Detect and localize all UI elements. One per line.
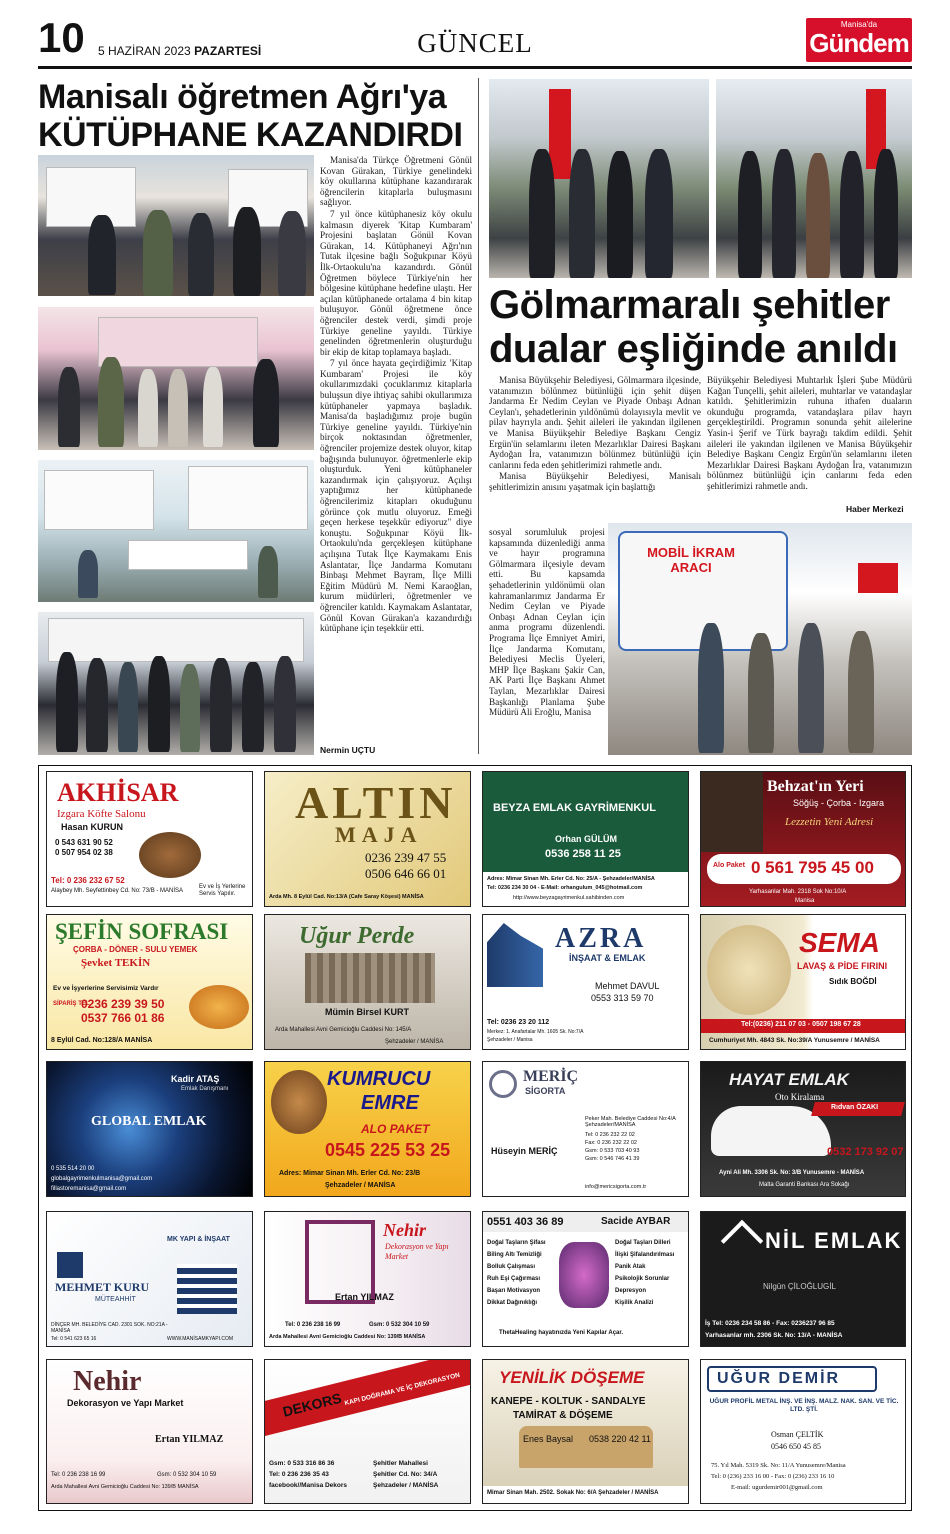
ad-line: Doğal Taşları Dilleri [615, 1240, 671, 1246]
truck-label: MOBİL İKRAM ARACI [647, 545, 735, 575]
ad-line: Cumhuriyet Mh. 4843 Sk. No:39/A Yunusemre / MANİSA [709, 1037, 880, 1044]
ad-title: Uğur Perde [299, 923, 415, 949]
ad-contact-name: Hasan KURUN [61, 822, 124, 832]
ad-title: AZRA [555, 923, 647, 954]
ad-subtitle: MÜTEAHHİT [95, 1296, 136, 1303]
ad-line: Enes Baysal [523, 1434, 574, 1444]
ad-subtitle: İNŞAAT & EMLAK [569, 953, 646, 963]
ad-title: MK YAPI & İNŞAAT [167, 1236, 230, 1243]
ad-line: Alaybey Mh. Seyfettinbey Cd. No: 73/B - MANİSA [51, 888, 184, 894]
ad-beyza-emlak [482, 771, 689, 907]
food-truck-photo [608, 523, 912, 755]
ad-title: AKHİSAR [57, 778, 179, 807]
ad-dekors [264, 1359, 471, 1504]
ad-contact-name: MEHMET KURU [55, 1280, 150, 1294]
left-headline-line-1: Manisalı öğretmen Ağrı'ya [38, 78, 447, 116]
ad-line: Yarhasanlar mh. 2306 Sk. No: 13/A - MANİSA [705, 1332, 843, 1339]
ad-line: Arda Mahallesi Avni Gemicioğlu Caddesi No: 139/B MANİSA [269, 1334, 426, 1340]
ad-global-emlak [46, 1061, 253, 1197]
ad-contact-name: ThetaHealing hayatınızda Yeni Kapılar Açar. [499, 1330, 624, 1336]
ad-sema-firin [700, 914, 906, 1050]
right-article-col-2 [489, 527, 605, 757]
ad-subtitle: MAJA [335, 822, 423, 847]
ad-title: Nehir [383, 1220, 427, 1240]
ad-line: 0 535 514 20 00 [51, 1166, 95, 1172]
ad-line: 0 543 631 90 52 [55, 838, 113, 847]
ad-title: BEYZA EMLAK GAYRİMENKUL [493, 802, 656, 814]
ad-line: Dikkat Dağınıklığı [487, 1300, 538, 1306]
left-paragraph-2: 7 yıl önce kütüphanesiz köy okulu kalmasın diyerek 'Kitap Kumbaram' Projesini başlatan Gönül Kovan Gürakan, 14. Kütüphaneyi Ağrı'nın Tutak ilçesine bağlı Soğukpınar Köyü İlk-Ortaokulu'na kazandırdı. Gönül Öğretmen böylece Türkiye'nin her bölgesine kütüphane hedefine ulaştı. Her açılan kütüphanede ortalama 4 bin kitap buluşuyor. Gönül öğretmene önce öğrenciler destek verdi, şimdi proje Türkiye geneline yayıldı. Türkiye genelinden öğretmenlerin oluşturduğu bir ekip de kitap toplamaya başladı. [320, 208, 472, 357]
ad-title: KUMRUCU [327, 1068, 431, 1090]
day: PAZARTESİ [194, 44, 262, 58]
ad-subtitle: Izgara Köfte Salonu [57, 808, 146, 820]
ad-line: Gsm: 0 546 746 41 39 [585, 1156, 640, 1162]
ad-line: 75. Yıl Mah. 5319 Sk. No: 11/A Yunusemre/Manisa [711, 1462, 846, 1469]
ad-line: E-mail: ugurdemir001@gmail.com [731, 1484, 823, 1491]
ad-line: İş Tel: 0236 234 58 86 - Fax: 0236237 96 85 [705, 1320, 835, 1327]
ad-title: Behzat'ın Yeri [767, 778, 864, 795]
ad-title: HAYAT EMLAK [729, 1070, 849, 1089]
ad-yenilik-doseme [482, 1359, 689, 1504]
ad-line: Gsm: 0 533 316 86 36 [269, 1460, 335, 1467]
ad-line: Ev ve İşyerlerine Servisimiz Vardır [53, 985, 159, 992]
ad-line: Gsm: 0 533 703 40 93 [585, 1148, 640, 1154]
right-col2-paragraph-1: sosyal sorumluluk projesi kapsamında düzenlediği anma ve hayır programına Gölmarmara ilçesiyle devam etti. Bu kapsamda şehadetlerinin yıldönümü olan kahramanlarımız Jandarma Er Nedim Ceylan ve Piyade Onbaşı Adnan Ceylan için anma programı düzenlendi. Programa İlçe Emniyet Amiri, İlçe Jandarma Komutanı, Belediyesi Meclis Üyeleri, MHP İlçe Başkanı Şakir Can, AK Parti İlçe Başkanı Ahmet Taylan, Mezarlıklar Dairesi Başkanlığı Planlama Şube Müdürü Ali Eroğlu, Manisa [489, 527, 605, 718]
ad-contact-name: Mehmet DAVUL [595, 981, 660, 991]
ad-contact-name: Mümin Birsel KURT [325, 1007, 410, 1017]
ad-thetahealing [482, 1211, 689, 1347]
ad-line: info@mericsigorta.com.tr [585, 1184, 647, 1190]
ad-contact-name: Ertan YILMAZ [335, 1292, 394, 1302]
ad-title: SEMA [799, 927, 880, 958]
ad-line: 0236 239 39 50 [81, 997, 165, 1011]
ad-line: Tel:(0236) 211 07 03 - 0507 198 67 28 [741, 1021, 861, 1028]
ad-nil-emlak [700, 1211, 906, 1347]
ad-line: 8 Eylül Cad. No:128/A MANİSA [51, 1037, 153, 1044]
ad-title: UĞUR DEMİR [717, 1370, 841, 1387]
ad-line: Malta Garanti Bankası Ara Sokağı [759, 1182, 850, 1188]
left-paragraph-3: 7 yıl önce hayata geçirdiğimiz 'Kitap Kumbaram' Projesi ile köy okullarımızdaki çocuklarımız kitaplarla buluşsun diye ihtiyaç sahibi okullarımıza kütüphaneler yapmaya başladık. Manisa'da başladığımız proje bugün Türkiye geneline yayıldı. Türkiye'nin birçok noktasından öğretmenler, öğrenciler projemize destek oluyor, kitap bağışında bulunuyor. öğretmenlerle ekip oluşturduk. Yeni kütüphaneler kazandırmak için çalışıyoruz. Açılışı yaptığımız her kütüphanede öğrencilerimiz kitapları okuduğunu görünce çok mutlu oluyoruz. Emeği geçen herkese teşekkür ediyoruz" diye konuştu. Soğukpınar Köyü İlk-Ortaokulu'nda gerçekleşen kütüphane açılışına Tutak İlçe Kaymakamı Enis Aslantatar, İlçe Jandarma Komutanı Binbaşı Mehmet Bayram, İlçe Milli Eğitim Müdürü M. Nemi Karaoğlan, kurum müdürleri, öğretmenler ve öğrenciler katıldı. Kaymakam Aslantatar, Gönül Kovan Gürakan'a kazandırdığı kütüphane için teşekkür etti. [320, 358, 472, 634]
right-col1-paragraph-2: Manisa Büyükşehir Belediyesi, Manisalı şehitlerimizin anısını yaşatmak için başlattığı [489, 471, 701, 492]
library-group-photo [38, 612, 314, 755]
ad-subtitle: KAPI DOĞRAMA VE İÇ DEKORASYON [343, 1371, 461, 1408]
ad-line: Kişilik Analizi [615, 1300, 654, 1306]
ad-title: Nehir [73, 1366, 142, 1397]
ad-line: Manisa [795, 898, 815, 904]
ad-contact-name: GLOBAL EMLAK [91, 1114, 207, 1129]
right-byline: Haber Merkezi [846, 504, 904, 514]
ad-line: Biling Altı Temizliği [487, 1252, 542, 1258]
ad-altin-maja [264, 771, 471, 907]
ad-title: Kadir ATAŞ [171, 1074, 220, 1084]
ad-line: Şehzadeler / Manisa [487, 1037, 533, 1043]
ad-subtitle: Dekorasyon ve Yapı Market [385, 1242, 449, 1261]
ad-line: Peker Mah. Belediye Caddesi No:4/A Şehzadeler/MANİSA [585, 1116, 676, 1128]
ad-contact-name: Osman ÇELTİK [771, 1430, 824, 1439]
ad-contact-name: Rıdvan ÖZAKI [831, 1104, 879, 1111]
ad-contact-name: Lezzetin Yeni Adresi [785, 816, 874, 828]
ad-ugur-perde [264, 914, 471, 1050]
ad-title: ALTIN [295, 777, 457, 828]
ad-line: Şehzadeler / MANİSA [373, 1482, 439, 1489]
ad-line: Bolluk Çalışması [487, 1264, 536, 1270]
ad-line: 0506 646 66 01 [365, 866, 447, 881]
ad-title: DEKORS [281, 1389, 344, 1420]
ad-line: Tel: 0 (236) 233 16 00 - Fax: 0 (236) 233 16 10 [711, 1473, 835, 1480]
logo-big-text: Gündem [809, 28, 909, 58]
ad-kumrucu-emre [264, 1061, 471, 1197]
page-number: 10 [38, 14, 85, 61]
ad-line: Panik Atak [615, 1264, 646, 1270]
ad-title: YENİLİK DÖŞEME [499, 1368, 645, 1387]
ad-line: Tel: 0 236 238 16 99 [51, 1472, 106, 1478]
ad-contact-name: Ertan YILMAZ [155, 1434, 224, 1445]
ad-title: MERİÇ [523, 1068, 579, 1085]
ad-line: 0537 766 01 86 [81, 1011, 165, 1025]
right-headline-line-2: dualar eşliğinde anıldı [489, 327, 898, 371]
ad-line: WWW.MANİSAMKYAPI.COM [167, 1336, 234, 1342]
right-article-col-3 [707, 375, 912, 515]
ad-line: Arda Mahallesi Avni Gemicioğlu Caddesi No: 139/B MANİSA [51, 1484, 199, 1490]
ad-subtitle: 0551 403 36 89 [487, 1216, 564, 1228]
ad-behzatin-yeri [700, 771, 906, 907]
ad-hayat-emlak [700, 1061, 906, 1197]
newspaper-logo [806, 18, 912, 62]
ceremony-photo-1 [489, 79, 709, 278]
ad-akhisar-kofte [46, 771, 253, 907]
ad-line: http://www.beyzagayrimenkul.sahibinden.com [513, 895, 625, 901]
ad-line: globalgayrimenkulmanisa@gmail.com [51, 1176, 153, 1182]
ad-line: Adres: Mimar Sinan Mh. Erler Cd. No: 25/A - Şehzadeler/MANİSA [487, 876, 655, 882]
ad-line: İlişki Şifalandırılması [615, 1252, 675, 1258]
column-divider [478, 78, 479, 754]
ad-nehir-dekorasyon-1 [264, 1211, 471, 1347]
ad-sefin-sofrasi [46, 914, 253, 1050]
section-name: GÜNCEL [417, 28, 533, 58]
ceremony-photo-2 [716, 79, 912, 278]
left-headline-line-2: KÜTÜPHANE KAZANDIRDI [38, 116, 463, 154]
ad-line: 0532 173 92 07 [827, 1146, 904, 1158]
ad-contact-name: ALO PAKET [361, 1122, 430, 1136]
ad-subtitle: ÇORBA - DÖNER - SULU YEMEK [73, 945, 198, 954]
right-headline-line-1: Gölmarmaralı şehitler [489, 283, 890, 327]
ad-contact-name: TAMİRAT & DÖŞEME [513, 1410, 613, 1421]
ad-line: Merkez: 1. Anafartalar Mh. 1605 Sk. No:7/A [487, 1029, 584, 1035]
library-opening-photo-1 [38, 155, 314, 296]
ad-nehir-dekorasyon-2 [46, 1359, 253, 1504]
ad-title: ŞEFİN SOFRASI [55, 919, 229, 944]
ad-line: Fax: 0 236 232 22 02 [585, 1140, 637, 1146]
left-byline: Nermin UÇTU [320, 745, 376, 755]
ad-line: Ruh Eşi Çağırması [487, 1276, 541, 1282]
ad-line: Şehitler Cd. No: 34/A [373, 1471, 438, 1478]
ad-line: Yarhasanlar Mah. 2318 Sok No:10/A [749, 889, 847, 895]
ad-line: Adres: Mimar Sinan Mh. Erler Cd. No: 23/B [279, 1170, 421, 1177]
ad-subtitle: Oto Kiralama [775, 1092, 825, 1102]
ad-contact-name: Orhan GÜLÜM [555, 834, 617, 844]
library-interior-photo [38, 460, 314, 602]
library-opening-photo-2 [38, 307, 314, 450]
ad-subtitle: UĞUR PROFİL METAL İNŞ. VE İNŞ. MALZ. NAK. SAN. VE TİC. LTD. ŞTİ. [709, 1398, 899, 1413]
ad-line: Tel: 0236 234 30 04 - E-Mail: orhangulum_045@hotmail.com [487, 885, 643, 891]
ad-subtitle: Söğüş - Çorba - Izgara [793, 798, 885, 808]
ad-line: Şehitler Mahallesi [373, 1460, 428, 1467]
ad-line: Şehzadeler / MANİSA [325, 1182, 396, 1189]
right-article-col-1 [489, 375, 701, 527]
ad-line: Ev ve İş Yerlerine Servis Yapılır. [199, 884, 246, 897]
ad-line: 0553 313 59 70 [591, 993, 654, 1003]
ad-contact-name: Sıdık BOĞDİ [829, 977, 877, 986]
ad-line: Tel: 0 236 232 22 02 [585, 1132, 635, 1138]
ad-contact-name: Şevket TEKİN [81, 957, 151, 969]
ad-line: Başarı Motivasyon [487, 1288, 541, 1294]
ad-line: 0538 220 42 11 [589, 1434, 651, 1444]
header-rule [38, 66, 912, 69]
ad-line: SİPARİŞ TEL [53, 1001, 90, 1007]
ad-line: Mimar Sinan Mah. 2502. Sokak No: 6/A Şehzadeler / MANİSA [487, 1490, 659, 1496]
ad-mk-yapi [46, 1211, 253, 1347]
ad-contact-name: Hüseyin MERİÇ [491, 1146, 558, 1156]
ad-line: facebook//Manisa Dekors [269, 1482, 348, 1489]
ad-line: 0 561 795 45 00 [751, 858, 874, 877]
ad-title: NİL EMLAK [765, 1228, 903, 1253]
ad-subtitle: EMRE [361, 1092, 419, 1114]
ad-line: Psikolojik Sorunlar [615, 1276, 670, 1282]
ad-line: DİNÇER MH. BELEDİYE CAD. 2301 SOK. NO:21A - MANİSA [51, 1322, 168, 1334]
ad-line: Tel: 0 236 236 35 43 [269, 1471, 329, 1478]
ad-azra-insaat [482, 914, 689, 1050]
right-col3-paragraph-1: Büyükşehir Belediyesi Muhtarlık İşleri Şube Müdürü Kağan Tunçelli, şehit aileleri, muhtarlar ve vatandaşlar katıldı. Şehitlerimizin ruhuna ithafen duaların okunduğu programda, vatandaşlara pilav hayrı gerçekleştirildi. Programın sonunda şehit ailelerine Yasin-i Şerif ve Türk bayrağı takdim edildi. Şehit aileleri ile yakından ilgilenen ve Manisa Büyükşehir Belediye Başkanı Cengiz Ergün'ün selamlarını ileten Mezarlıklar Dairesi Başkanı Aydoğan İra, vatanımızın bölünmez bütünlüğü için canlarını feda eden şehitlerimizi rahmetle andı. [707, 375, 912, 491]
ad-line: 0236 239 47 55 [365, 850, 447, 865]
ad-line: Tel: 0 236 232 67 52 [51, 876, 125, 885]
ad-meric-sigorta [482, 1061, 689, 1197]
ad-subtitle: KANEPE - KOLTUK - SANDALYE [491, 1396, 646, 1407]
ad-subtitle: LAVAŞ & PİDE FIRINI [797, 961, 888, 971]
ad-subtitle: Emlak Danışmanı [181, 1086, 229, 1092]
right-col1-paragraph-1: Manisa Büyükşehir Belediyesi, Gölmarmara ilçesinde, vatanımızın bölünmez bütünlüğü için şehit düşen Jandarma Er Nedim Ceylan ve Piyade Onbaşı Adnan Ceylan'ı, şehadetlerinin yıldönümü dolayısıyla mevlit ve pilav hayrıyla andı. Şehit aileleri ile yakından ilgilenen ve Manisa Büyükşehir Belediye Başkanı Cengiz Ergün'ün selamlarını ileten Mezarlıklar Dairesi Başkanı Aydoğan İra, vatanımızın bölünmez bütünlüğü için canlarını feda eden şehitlerimizi rahmetle andı. [489, 375, 701, 470]
ad-line: 0545 225 53 25 [325, 1140, 451, 1160]
left-paragraph-1: Manisa'da Türkçe Öğretmeni Gönül Kovan Gürakan, Türkiye genelindeki köy okullarına kütüphane kazandırarak öğrencilerin kitaplarla buluşmasını sağlıyor. [320, 155, 472, 208]
ad-line: Alo Paket [713, 862, 745, 869]
left-article-body [320, 155, 472, 755]
ad-line: Ayni Ali Mh. 3306 Sk. No: 3/B Yunusemre - MANİSA [719, 1170, 865, 1176]
ad-line: Tel: 0 236 238 16 99 [285, 1322, 341, 1328]
ad-line: fillastoremanisa@gmail.com [51, 1186, 127, 1192]
ad-ugur-demir [700, 1359, 906, 1504]
ad-line: Doğal Taşların Şifası [487, 1240, 546, 1246]
date: 5 HAZİRAN 2023 [98, 44, 191, 58]
ad-contact-name: Nilgün ÇİLOĞLUGİL [763, 1282, 836, 1291]
ad-line: Arda Mahallesi Avni Gemicioğlu Caddesi No: 145/A [275, 1027, 412, 1033]
ad-line: 0 507 954 02 38 [55, 848, 113, 857]
ad-line: Depresyon [615, 1288, 647, 1294]
ad-line: 0546 650 45 85 [771, 1442, 821, 1451]
ad-line: Tel: 0236 23 20 112 [487, 1019, 550, 1026]
ad-line: 0536 258 11 25 [545, 848, 621, 860]
ad-line: Arda Mh. 8 Eylül Cad. No:13/A (Cafe Saray Köşesi) MANİSA [269, 894, 424, 900]
ad-line: Gsm: 0 532 304 10 59 [157, 1472, 217, 1478]
logo-small-text: Manisa'da [840, 20, 878, 29]
ad-subtitle: SİGORTA [525, 1086, 566, 1096]
ad-subtitle: Dekorasyon ve Yapı Market [67, 1398, 184, 1408]
ad-line: Gsm: 0 532 304 10 59 [369, 1322, 430, 1328]
ad-line: Şehzadeler / MANİSA [385, 1039, 444, 1045]
ad-line: Tel: 0 541 623 65 16 [51, 1336, 97, 1342]
ad-title: Sacide AYBAR [601, 1216, 671, 1227]
